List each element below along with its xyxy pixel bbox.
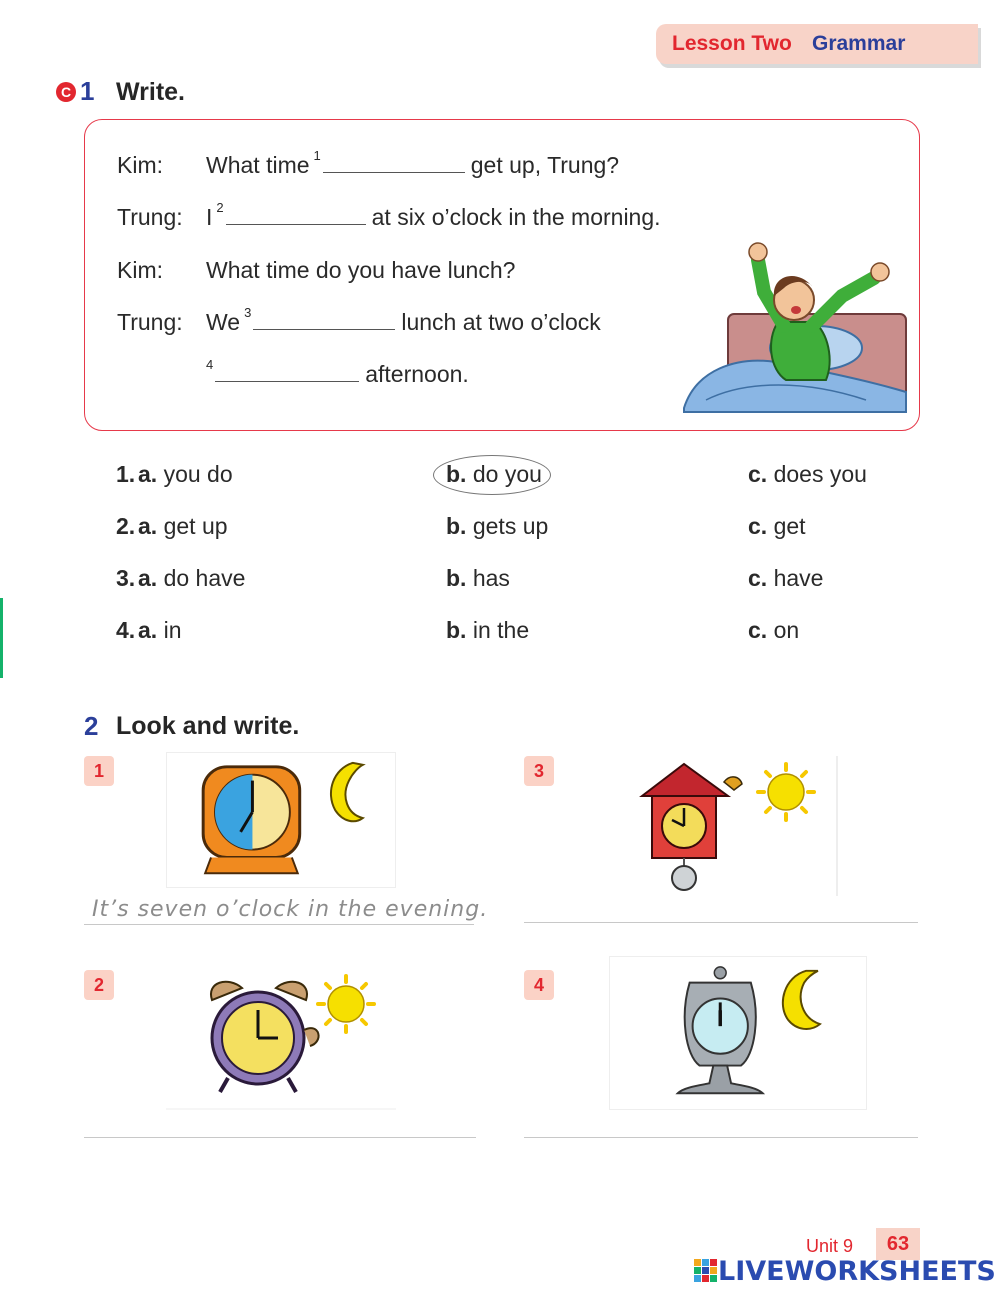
section-badge: C bbox=[56, 82, 76, 102]
dialog-line-3: What time do you have lunch? bbox=[206, 257, 516, 283]
answer-blank-3[interactable] bbox=[253, 310, 395, 330]
speaker-label: Kim: bbox=[117, 152, 163, 178]
choice-b[interactable]: b. has bbox=[446, 565, 510, 591]
choice-number: 1. bbox=[116, 461, 136, 487]
choice-a[interactable]: a. get up bbox=[138, 513, 228, 539]
section1-title: Write. bbox=[116, 78, 185, 106]
item-tag: 3 bbox=[524, 756, 554, 786]
unit-label: Unit 9 bbox=[806, 1236, 854, 1256]
section2-number: 2 bbox=[84, 711, 99, 741]
choice-a[interactable]: a. in bbox=[138, 617, 182, 643]
liveworksheets-wordmark: LIVEWORKSHEETS bbox=[718, 1255, 996, 1287]
choice-c[interactable]: c. have bbox=[748, 565, 824, 591]
example-answer: It’s seven o’clock in the evening. bbox=[92, 897, 489, 922]
choice-number: 3. bbox=[116, 565, 136, 591]
answer-line-3[interactable] bbox=[524, 922, 918, 923]
speaker-label: Trung: bbox=[117, 309, 183, 335]
purple-alarm-clock-picture bbox=[166, 966, 396, 1110]
section2-title: Look and write. bbox=[116, 712, 300, 740]
speaker-label: Kim: bbox=[117, 257, 163, 283]
choice-b[interactable]: b. gets up bbox=[446, 513, 549, 539]
dialog-line-4: We $^3$ lunch at two o’clock bbox=[206, 305, 601, 335]
orange-alarm-clock-picture bbox=[166, 752, 396, 888]
dialog-line-5: $^4$ afternoon. bbox=[206, 357, 469, 387]
answer-line-1[interactable] bbox=[84, 924, 474, 925]
choice-b[interactable]: b. in the bbox=[446, 617, 530, 643]
choice-a[interactable]: a. do have bbox=[138, 565, 246, 591]
liveworksheets-logo bbox=[694, 1256, 996, 1286]
cuckoo-clock-picture bbox=[606, 756, 838, 896]
item-tag: 4 bbox=[524, 970, 554, 1000]
answer-line-4[interactable] bbox=[524, 1137, 918, 1138]
choice-b[interactable]: b. do you bbox=[446, 461, 542, 487]
section1-number: 1 bbox=[80, 76, 95, 106]
dialog-line-1: What time $^1$ get up, Trung? bbox=[206, 148, 620, 178]
lesson-title: Lesson Two bbox=[672, 32, 792, 55]
answer-blank-1[interactable] bbox=[323, 153, 465, 173]
answer-blank-4[interactable] bbox=[215, 362, 359, 382]
choice-number: 4. bbox=[116, 617, 136, 643]
choice-c[interactable]: c. does you bbox=[748, 461, 867, 487]
liveworksheets-icon bbox=[694, 1259, 718, 1283]
choice-c[interactable]: c. get bbox=[748, 513, 806, 539]
item-tag: 1 bbox=[84, 756, 114, 786]
lesson-header-tab bbox=[656, 24, 978, 64]
choice-a[interactable]: a. you do bbox=[138, 461, 233, 487]
table-clock-picture bbox=[609, 956, 867, 1110]
lesson-topic: Grammar bbox=[812, 32, 906, 55]
boy-waking-illustration bbox=[666, 230, 916, 414]
page-number: 63 bbox=[876, 1228, 920, 1260]
side-marker bbox=[0, 598, 3, 678]
item-tag: 2 bbox=[84, 970, 114, 1000]
speaker-label: Trung: bbox=[117, 204, 183, 230]
choice-number: 2. bbox=[116, 513, 136, 539]
answer-line-2[interactable] bbox=[84, 1137, 476, 1138]
dialog-line-2: I $^2$ at six o’clock in the morning. bbox=[206, 200, 661, 230]
choice-c[interactable]: c. on bbox=[748, 617, 800, 643]
answer-blank-2[interactable] bbox=[226, 205, 366, 225]
